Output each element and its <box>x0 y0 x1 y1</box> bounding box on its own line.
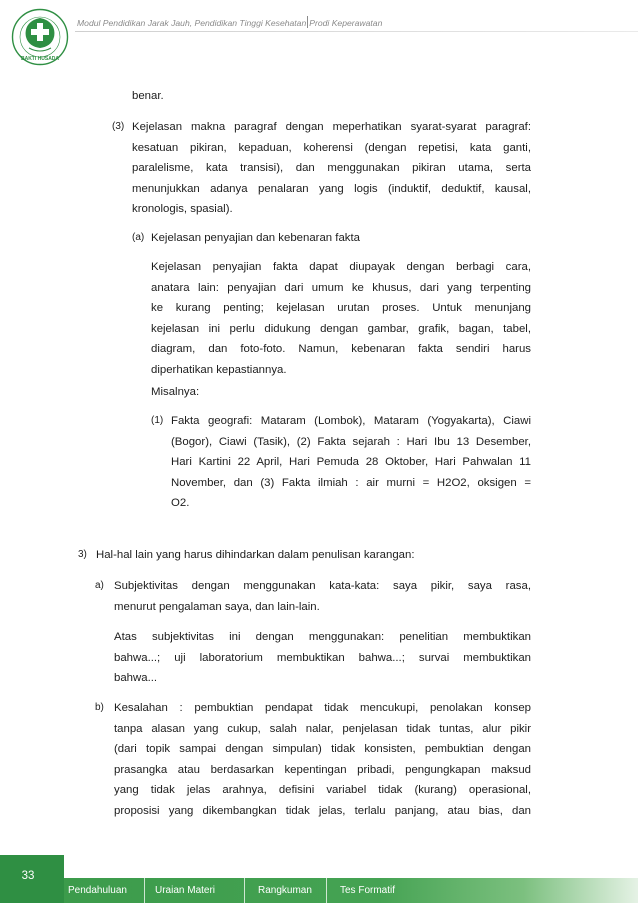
text-line: diagram, dan foto-foto. Namun, kebenaran fakta sendiri harus <box>151 343 531 355</box>
list-marker: (a) <box>132 232 145 243</box>
text-line: Kesalahan : pembuktian pendapat tidak mencukupi, penolakan konsep <box>114 702 531 714</box>
nav-rangkuman[interactable]: Rangkuman <box>258 885 312 896</box>
text-line: prasangka atau berdasarkan kepentingan pribadi, pengungkapan maksud <box>114 763 531 776</box>
text-line: bahwa... <box>114 672 158 684</box>
text-line: November, dan (3) Fakta ilmiah : air murni = H2O2, oksigen = <box>171 476 531 489</box>
text-line: kronologis, spasial). <box>132 203 233 215</box>
text-line: kejelasan ini perlu didukung dengan gambar, grafik, bagan, tabel, <box>151 322 531 335</box>
text-line: diperhatikan kepastiannya. <box>151 363 287 376</box>
text-line: (Bogor), Ciawi (Tasik), (2) Fakta sejarah : Hari Ibu 13 Desember, <box>171 435 531 448</box>
text-line: (dari topik sampai dengan simpulan) tidak konsisten, pembuktian dengan <box>114 743 531 755</box>
text-line: paralelisme, kata transisi), dan menggunakan pikiran utama, serta <box>132 162 531 174</box>
header-divider <box>75 31 638 32</box>
text-line: tanpa alasan yang cukup, salah nalar, penjelasan tidak tuntas, alur pikir <box>114 722 531 735</box>
text-line: bahwa...; uji laboratorium membuktikan bahwa...; survai membuktikan <box>114 651 531 664</box>
nav-separator <box>326 878 327 903</box>
text-line: Subjektivitas dengan menggunakan kata-kata: saya pikir, saya rasa, <box>114 580 531 592</box>
text-line: Kejelasan penyajian fakta dapat diupayak dengan berbagi cara, <box>151 261 531 273</box>
nav-separator <box>144 878 145 903</box>
list-marker: b) <box>95 702 104 713</box>
text-line: menunjukkan adanya penalaran yang logis (induktif, deduktif, kausal, <box>132 182 531 195</box>
subheading: Kejelasan penyajian dan kebenaran fakta <box>151 232 360 244</box>
misalnya-label: Misalnya: <box>151 386 200 398</box>
list-marker: (1) <box>151 415 164 426</box>
header-title-main: Modul Pendidikan Jarak Jauh, Pendidikan Tinggi Kesehatan <box>77 18 307 28</box>
section-heading: Hal-hal lain yang harus dihindarkan dalam penulisan karangan: <box>96 549 415 561</box>
header-title-prodi: Prodi Keperawatan <box>309 18 383 28</box>
list-marker: (3) <box>112 121 125 132</box>
text-line: anatara lain: penyajian dari umum ke khusus, dari yang terpenting <box>151 281 531 294</box>
text-line: menurut pengalaman saya, dan lain-lain. <box>114 600 320 613</box>
page-number: 33 <box>21 870 35 882</box>
nav-uraian-materi[interactable]: Uraian Materi <box>155 885 216 896</box>
list-marker: 3) <box>78 549 87 560</box>
text-line: O2. <box>171 497 190 509</box>
text-line: benar. <box>132 90 164 102</box>
text-line: Kejelasan makna paragraf dengan meperhatikan syarat-syarat paragraf: <box>132 121 531 133</box>
text-line: Fakta geografi: Mataram (Lombok), Mataram (Yogyakarta), Ciawi <box>171 415 531 427</box>
text-line: Atas subjektivitas ini dengan menggunakan: penelitian membuktikan <box>114 631 531 643</box>
text-line: ke kurang penting; kejelasan urutan proses. Untuk menunjang <box>151 302 531 314</box>
text-line: proposisi yang dikembangkan tidak jelas, terlalu panjang, atau bias, dan <box>114 804 531 817</box>
logo-text: BAKTI HUSADA <box>20 56 60 62</box>
nav-pendahuluan[interactable]: Pendahuluan <box>68 885 127 896</box>
nav-separator <box>244 878 245 903</box>
header-title <box>77 16 382 28</box>
list-marker: a) <box>95 580 104 591</box>
text-line: yang tidak jelas arahnya, defisini variabel tidak (kurang) operasional, <box>114 784 531 796</box>
text-line: Hari Kartini 22 April, Hari Pemuda 28 Oktober, Hari Pahwalan 11 <box>171 456 531 468</box>
text-line: kesatuan pikiran, kepaduan, koherensi (dengan repetisi, kata ganti, <box>132 141 531 154</box>
bakti-husada-logo <box>11 8 69 66</box>
nav-tes-formatif[interactable]: Tes Formatif <box>340 885 396 896</box>
